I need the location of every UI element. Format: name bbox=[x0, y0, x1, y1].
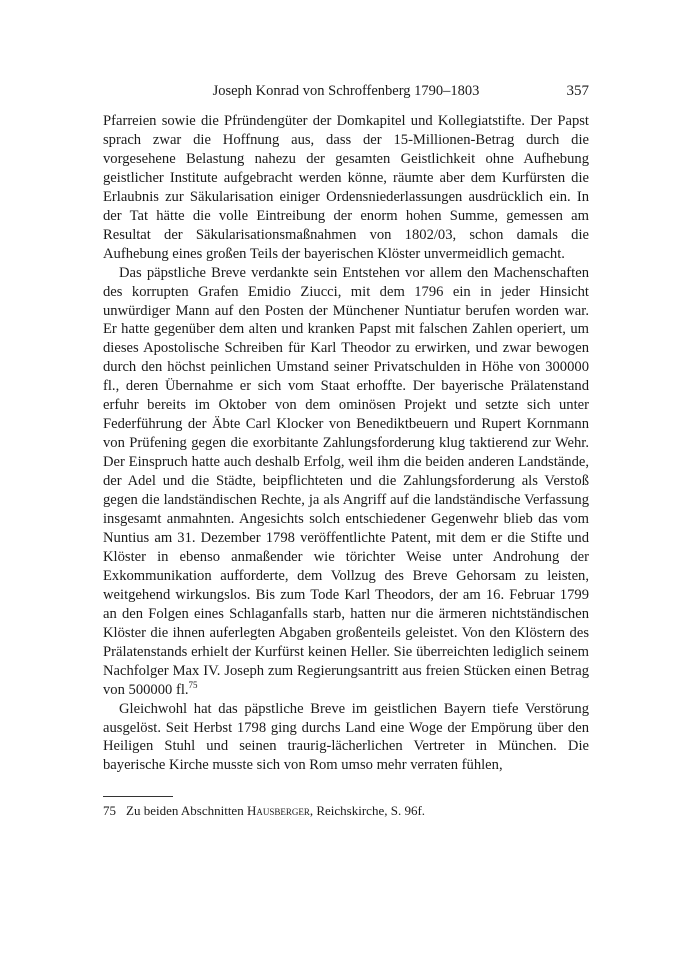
page-number: 357 bbox=[566, 83, 589, 99]
footnote-divider bbox=[103, 796, 173, 797]
body-text bbox=[103, 112, 589, 775]
footnote-marker[interactable]: 75 bbox=[188, 679, 198, 690]
paragraph-2-text: Das päpstliche Breve verdankte sein Entstehen vor allem den Machenschaften des korrupten Grafen Emidio Ziucci, mit dem 1796 ein in jeder Hinsicht unwürdiger Mann auf den Posten der Münchener Nuntiatur berufen worden war. Er hatte gegenüber dem alten und kranken Papst mit falschen Zahlen operiert, um dieses Apostolische Schreiben für Karl Theodor zu erwirken, und zwar bewogen durch den höchst peinlichen Umstand seiner Privatschulden in Höhe von 300000 fl., deren Übernahme er sich vom Staat erhoffte. Der bayerische Prälatenstand erfuhr bereits im Oktober von dem ominösen Projekt und setzte sich unter Federführung der Äbte Carl Klocker von Benediktbeuern und Rupert Kornmann von Prüfening gegen die exorbitante Zahlungsforderung klug taktierend zur Wehr. Der Einspruch hatte auch deshalb Erfolg, weil ihm die beiden anderen Landstände, der Adel und die Städte, beipflichteten und die Zahlungsforderung als Verstoß gegen die landständischen Rechte, ja als Angriff auf die landständische Verfassung insgesamt anmahnten. Angesichts solch entschiedener Gegenwehr blieb das vom Nuntius am 31. Dezember 1798 veröffentlichte Patent, mit dem er die Stifte und Klöster in ebenso anmaßender wie törichter Weise unter Androhung der Exkommunikation aufforderte, dem Vollzug des Breve Gehorsam zu leisten, weitgehend wirkungslos. Bis zum Tode Karl Theodors, der am 16. Februar 1799 an den Folgen eines Schlaganfalls starb, hatten nur die ärmeren nichtständischen Klöster die ihnen auferlegten Abgaben großenteils geleistet. Von den Klöstern des Prälatenstands erhielt der Kurfürst keinen Heller. Sie überreichten lediglich seinem Nachfolger Max IV. Joseph zum Regierungsantritt aus freien Stücken einen Betrag von 500000 fl. bbox=[103, 264, 589, 698]
footnote bbox=[103, 802, 589, 819]
footnote-text-before: Zu beiden Abschnitten bbox=[126, 803, 247, 818]
footnote-author: Hausberger bbox=[246, 803, 310, 818]
footnote-text-after: , Reichskirche, S. 96f. bbox=[309, 803, 426, 818]
running-title: Joseph Konrad von Schroffenberg 1790–1803 bbox=[212, 83, 480, 99]
running-header bbox=[103, 83, 589, 103]
paragraph-1: Pfarreien sowie die Pfründengüter der Domkapitel und Kollegiatstifte. Der Papst sprach zwar die Hoffnung aus, dass der 15-Millionen-Betrag durch die vorgesehene Belastung nahezu der gesamten Geistlichkeit ohne Aufhebung geistlicher Institute aufgebracht werden könne, räumte aber dem Kurfürsten die Erlaubnis zur Säkularisation einiger Ordensniederlassungen ausdrücklich ein. In der Tat hätte die volle Eintreibung der enorm hohen Summe, gemessen am Resultat der Säkularisationsmaßnahmen von 1802/03, schon damals die Aufhebung eines großen Teils der bayerischen Klöster unvermeidlich gemacht. bbox=[103, 113, 589, 262]
footnote-number: 75 bbox=[103, 803, 116, 818]
paragraph-3: Gleichwohl hat das päpstliche Breve im geistlichen Bayern tiefe Verstörung ausgelöst. Seit Herbst 1798 ging durchs Land eine Woge der Empörung über den Heiligen Stuhl und seinen traurig-lächerlichen Vertreter in München. Die bayerische Kirche musste sich von Rom umso mehr verraten fühlen, bbox=[103, 700, 589, 774]
paragraph-2 bbox=[103, 264, 589, 700]
